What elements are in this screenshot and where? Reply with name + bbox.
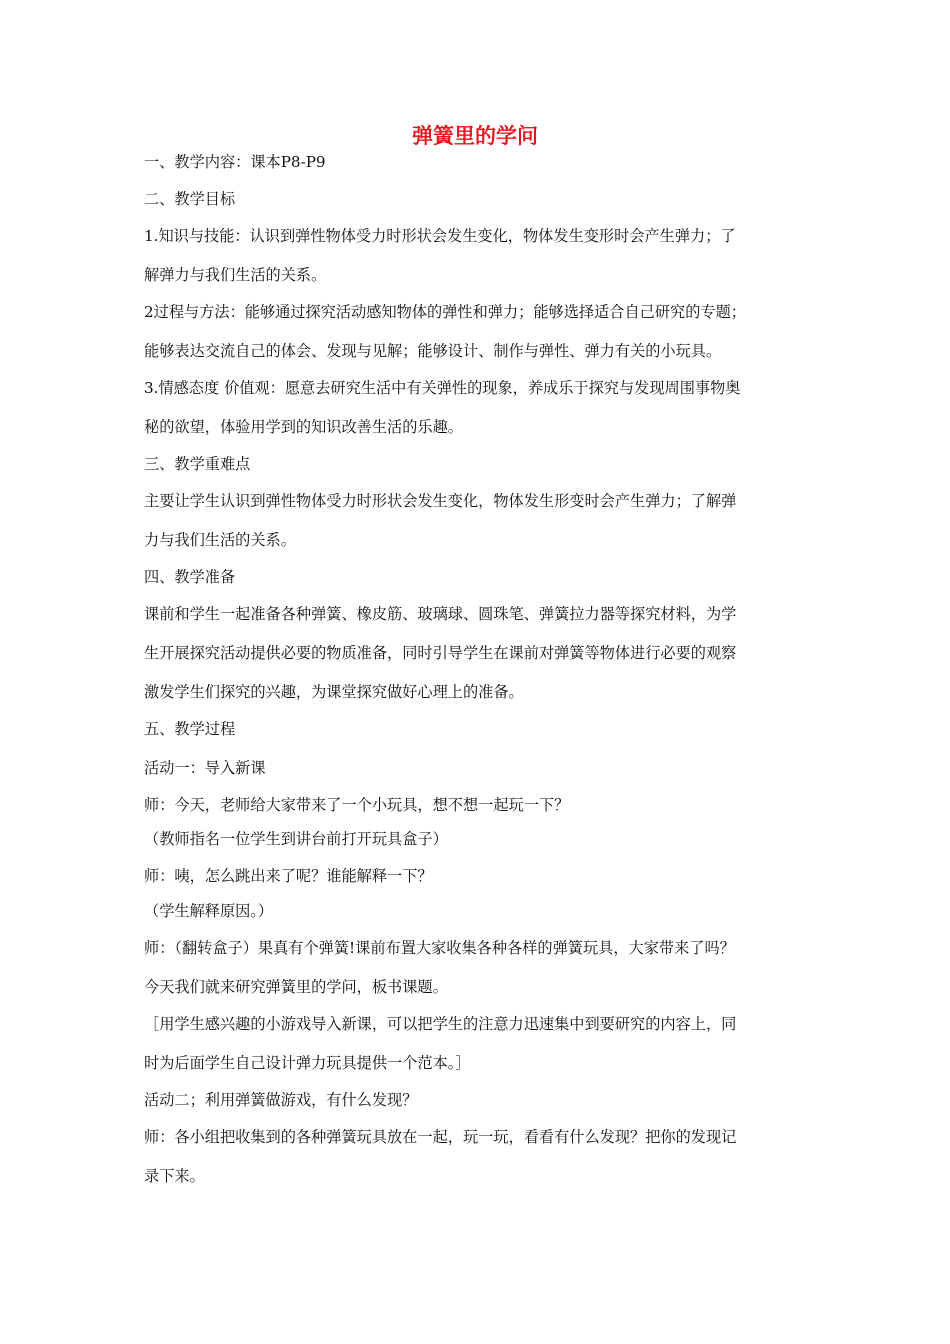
text-line: 能够表达交流自己的体会、发现与见解；能够设计、制作与弹性、弹力有关的小玩具。 xyxy=(144,342,722,360)
section-heading: 四、教学准备 xyxy=(144,568,236,586)
text-line: 活动二；利用弹簧做游戏，有什么发现？ xyxy=(144,1091,418,1109)
text-line: 活动一：导入新课 xyxy=(144,759,266,777)
section-heading: 三、教学重难点 xyxy=(144,455,251,473)
text-line: 录下来。 xyxy=(144,1167,205,1185)
text-line: 解弹力与我们生活的关系。 xyxy=(144,266,327,284)
document-title: 弹簧里的学问 xyxy=(412,124,538,148)
text-line: 2过程与方法：能够通过探究活动感知物体的弹性和弹力；能够选择适合自己研究的专题； xyxy=(144,303,746,321)
text-line: 一、教学内容：课本P8-P9 xyxy=(144,153,326,171)
text-line: 课前和学生一起准备各种弹簧、橡皮筋、玻璃球、圆珠笔、弹簧拉力器等探究材料，为学 xyxy=(144,605,737,623)
text-line: 时为后面学生自己设计弹力玩具提供一个范本。］ xyxy=(144,1054,471,1072)
text-line: 秘的欲望，体验用学到的知识改善生活的乐趣。 xyxy=(144,418,463,436)
text-line: 3.情感态度 价值观：愿意去研究生活中有关弹性的现象，养成乐于探究与发现周围事物奥 xyxy=(144,379,741,397)
text-line: 师：各小组把收集到的各种弹簧玩具放在一起，玩一玩，看看有什么发现？把你的发现记 xyxy=(144,1128,737,1146)
text-line: ［用学生感兴趣的小游戏导入新课，可以把学生的注意力迅速集中到要研究的内容上，同 xyxy=(144,1015,737,1033)
text-line: 师：（翻转盒子）果真有个弹簧!课前布置大家收集各种各样的弹簧玩具，大家带来了吗？ xyxy=(144,939,735,957)
text-line: 师：今天，老师给大家带来了一个小玩具，想不想一起玩一下？ xyxy=(144,796,570,814)
text-line: （教师指名一位学生到讲台前打开玩具盒子） xyxy=(144,830,448,848)
section-heading: 五、教学过程 xyxy=(144,720,236,738)
text-line: 今天我们就来研究弹簧里的学问，板书课题。 xyxy=(144,978,448,996)
text-line: 1.知识与技能：认识到弹性物体受力时形状会发生变化，物体发生变形时会产生弹力；了 xyxy=(144,227,736,245)
text-line: 力与我们生活的关系。 xyxy=(144,531,296,549)
text-line: 二、教学目标 xyxy=(144,190,236,208)
text-line: 生开展探究活动提供必要的物质准备，同时引导学生在课前对弹簧等物体进行必要的观察 xyxy=(144,644,737,662)
text-line: （学生解释原因。） xyxy=(144,902,274,920)
text-line: 师：咦，怎么跳出来了呢？谁能解释一下？ xyxy=(144,867,433,885)
text-line: 主要让学生认识到弹性物体受力时形状会发生变化，物体发生形变时会产生弹力；了解弹 xyxy=(144,492,737,510)
text-line: 激发学生们探究的兴趣，为课堂探究做好心理上的准备。 xyxy=(144,683,524,701)
